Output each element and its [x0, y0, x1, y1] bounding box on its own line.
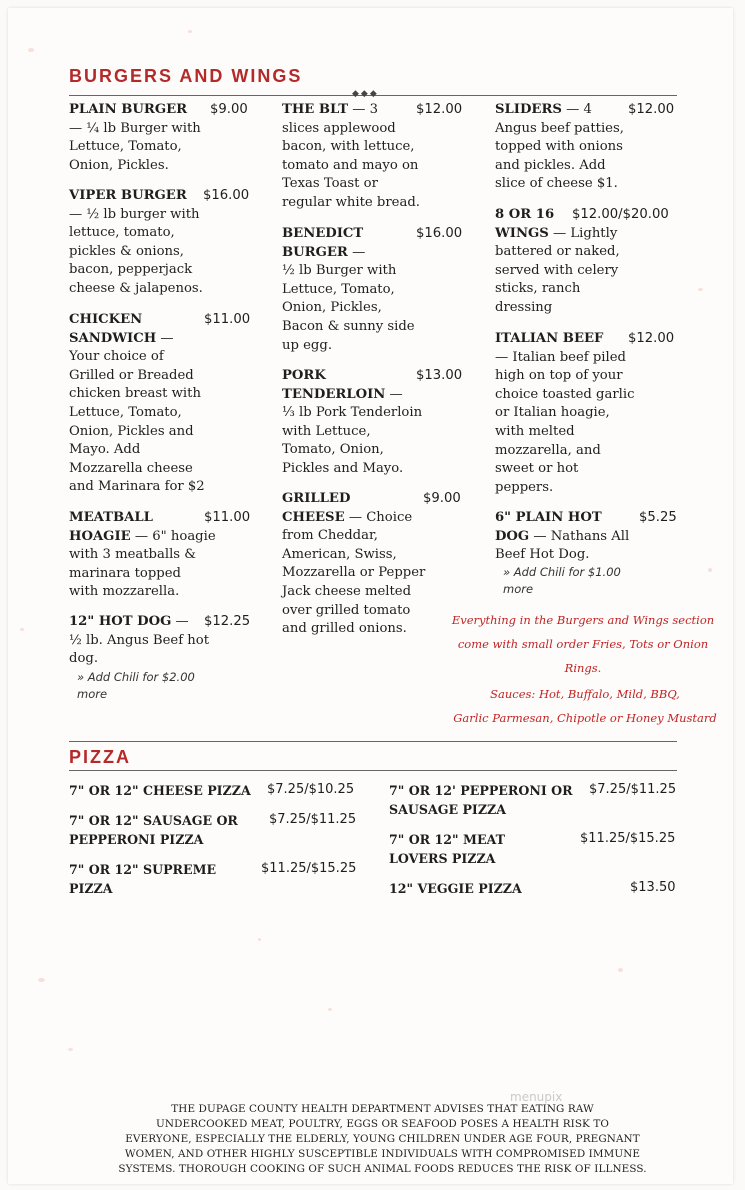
ornament-diamond-icon: ◆◆◆	[352, 89, 379, 99]
price-hot-dog-12: $12.25	[204, 614, 251, 629]
menu-item-plain-burger: PLAIN BURGER — ¼ lb Burger with Lettuce, Tomato, Onion, Pickles.	[69, 102, 201, 173]
health-disclaimer: THE DUPAGE COUNTY HEALTH DEPARTMENT ADVISES THAT EATING RAW UNDERCOOKED MEAT, POULTRY, EGGS OR SEAFOOD POSES A HEALTH RISK TO EVERYONE, ESPECIALLY THE ELDERLY, YOUNG CHILDREN UNDER AGE FOUR, PREGNANT WOMEN, AND OTHER HIGHLY SUSCEPTIBLE INDIVIDUALS WITH COMPROMISED IMMUNE SYSTEMS. THOROUGH COOKING OF SUCH ANIMAL FOODS REDUCES THE RISK OF ILLNESS.	[118, 1103, 647, 1175]
menu-item-grilled-cheese: GRILLED CHEESE — Choice from Cheddar, American, Swiss, Mozzarella or Pepper Jack cheese melted over grilled tomato and grilled onions.	[282, 491, 426, 637]
pizza-item-cheese: 7" OR 12" CHEESE PIZZA	[69, 783, 251, 798]
pizza-price-sausage-or-pepperoni: $7.25/$11.25	[269, 812, 357, 827]
pizza-price-supreme: $11.25/$15.25	[261, 861, 357, 876]
price-wings: $12.00/$20.00	[572, 207, 669, 222]
price-grilled-cheese: $9.00	[423, 491, 461, 506]
price-chicken-sandwich: $11.00	[204, 312, 251, 327]
price-plain-burger: $9.00	[210, 102, 248, 117]
price-viper-burger: $16.00	[203, 188, 250, 203]
pizza-price-cheese: $7.25/$10.25	[267, 782, 355, 797]
pizza-top-rule	[69, 741, 677, 742]
menu-item-sliders: SLIDERS — 4 Angus beef patties, topped with onions and pickles. Add slice of cheese $1.	[495, 102, 624, 192]
burgers-section-title: BURGERS AND WINGS	[69, 66, 303, 86]
menu-item-pork-tenderloin: PORK TENDERLOIN — ⅓ lb Pork Tenderloin with Lettuce, Tomato, Onion, Pickles and Mayo.	[282, 368, 423, 476]
menu-item-benedict-burger: BENEDICT BURGER — ½ lb Burger with Lettuce, Tomato, Onion, Pickles, Bacon & sunny side up egg.	[282, 226, 415, 353]
menu-item-plain-hot-dog-6: 6" PLAIN HOT DOG — Nathans All Beef Hot Dog.	[495, 510, 630, 563]
menu-item-meatball-hoagie: MEATBALL HOAGIE — 6" hoagie with 3 meatballs & marinara topped with mozzarella.	[69, 510, 216, 600]
watermark: menupix	[510, 1090, 563, 1104]
price-benedict-burger: $16.00	[416, 226, 463, 241]
menu-item-wings: 8 OR 16 WINGS — Lightly battered or naked, served with celery sticks, ranch dressing	[495, 207, 620, 315]
pizza-item-meat-lovers: 7" OR 12" MEAT LOVERS PIZZA	[389, 832, 505, 866]
menu-item-chicken-sandwich: CHICKEN SANDWICH — Your choice of Grilled or Breaded chicken breast with Lettuce, Tomato, Onion, Pickles and Mayo. Add Mozzarella cheese and Marinara for $2	[69, 312, 205, 495]
pizza-item-veggie: 12" VEGGIE PIZZA	[389, 881, 522, 896]
pizza-item-sausage-or-pepperoni: 7" OR 12" SAUSAGE OR PEPPERONI PIZZA	[69, 813, 238, 847]
price-sliders: $12.00	[628, 102, 675, 117]
price-plain-hot-dog-6: $5.25	[639, 510, 677, 525]
pizza-price-pepperoni-or-sausage: $7.25/$11.25	[589, 782, 677, 797]
pizza-item-pepperoni-or-sausage: 7" OR 12' PEPPERONI OR SAUSAGE PIZZA	[389, 783, 573, 817]
price-italian-beef: $12.00	[628, 331, 675, 346]
pizza-title-rule	[69, 770, 677, 771]
price-meatball-hoagie: $11.00	[204, 510, 251, 525]
price-pork-tenderloin: $13.00	[416, 368, 463, 383]
menu-item-blt: THE BLT — 3 slices applewood bacon, with lettuce, tomato and mayo on Texas Toast or regular white bread.	[282, 102, 420, 210]
sides-note: Everything in the Burgers and Wings section come with small order Fries, Tots or Onion Rings.	[451, 613, 715, 675]
addon-chili-hot-dog-6: » Add Chili for $1.00 more	[503, 565, 621, 596]
sauces-note: Sauces: Hot, Buffalo, Mild, BBQ, Garlic Parmesan, Chipotle or Honey Mustard	[453, 687, 717, 725]
addon-chili-hot-dog-12: » Add Chili for $2.00 more	[77, 670, 195, 701]
price-blt: $12.00	[416, 102, 463, 117]
pizza-price-meat-lovers: $11.25/$15.25	[580, 831, 676, 846]
pizza-price-veggie: $13.50	[630, 880, 676, 895]
menu-item-hot-dog-12: 12" HOT DOG — ½ lb. Angus Beef hot dog.	[69, 614, 210, 667]
pizza-item-supreme: 7" OR 12" SUPREME PIZZA	[69, 862, 217, 896]
pizza-section-title: PIZZA	[69, 747, 131, 767]
menu-item-viper-burger: VIPER BURGER — ½ lb burger with lettuce, tomato, pickles & onions, bacon, pepperjack cheese & jalapenos.	[69, 188, 203, 296]
menu-item-italian-beef: ITALIAN BEEF — Italian beef piled high on top of your choice toasted garlic or Italian hoagie, with melted mozzarella, and sweet or hot peppers.	[495, 331, 635, 495]
